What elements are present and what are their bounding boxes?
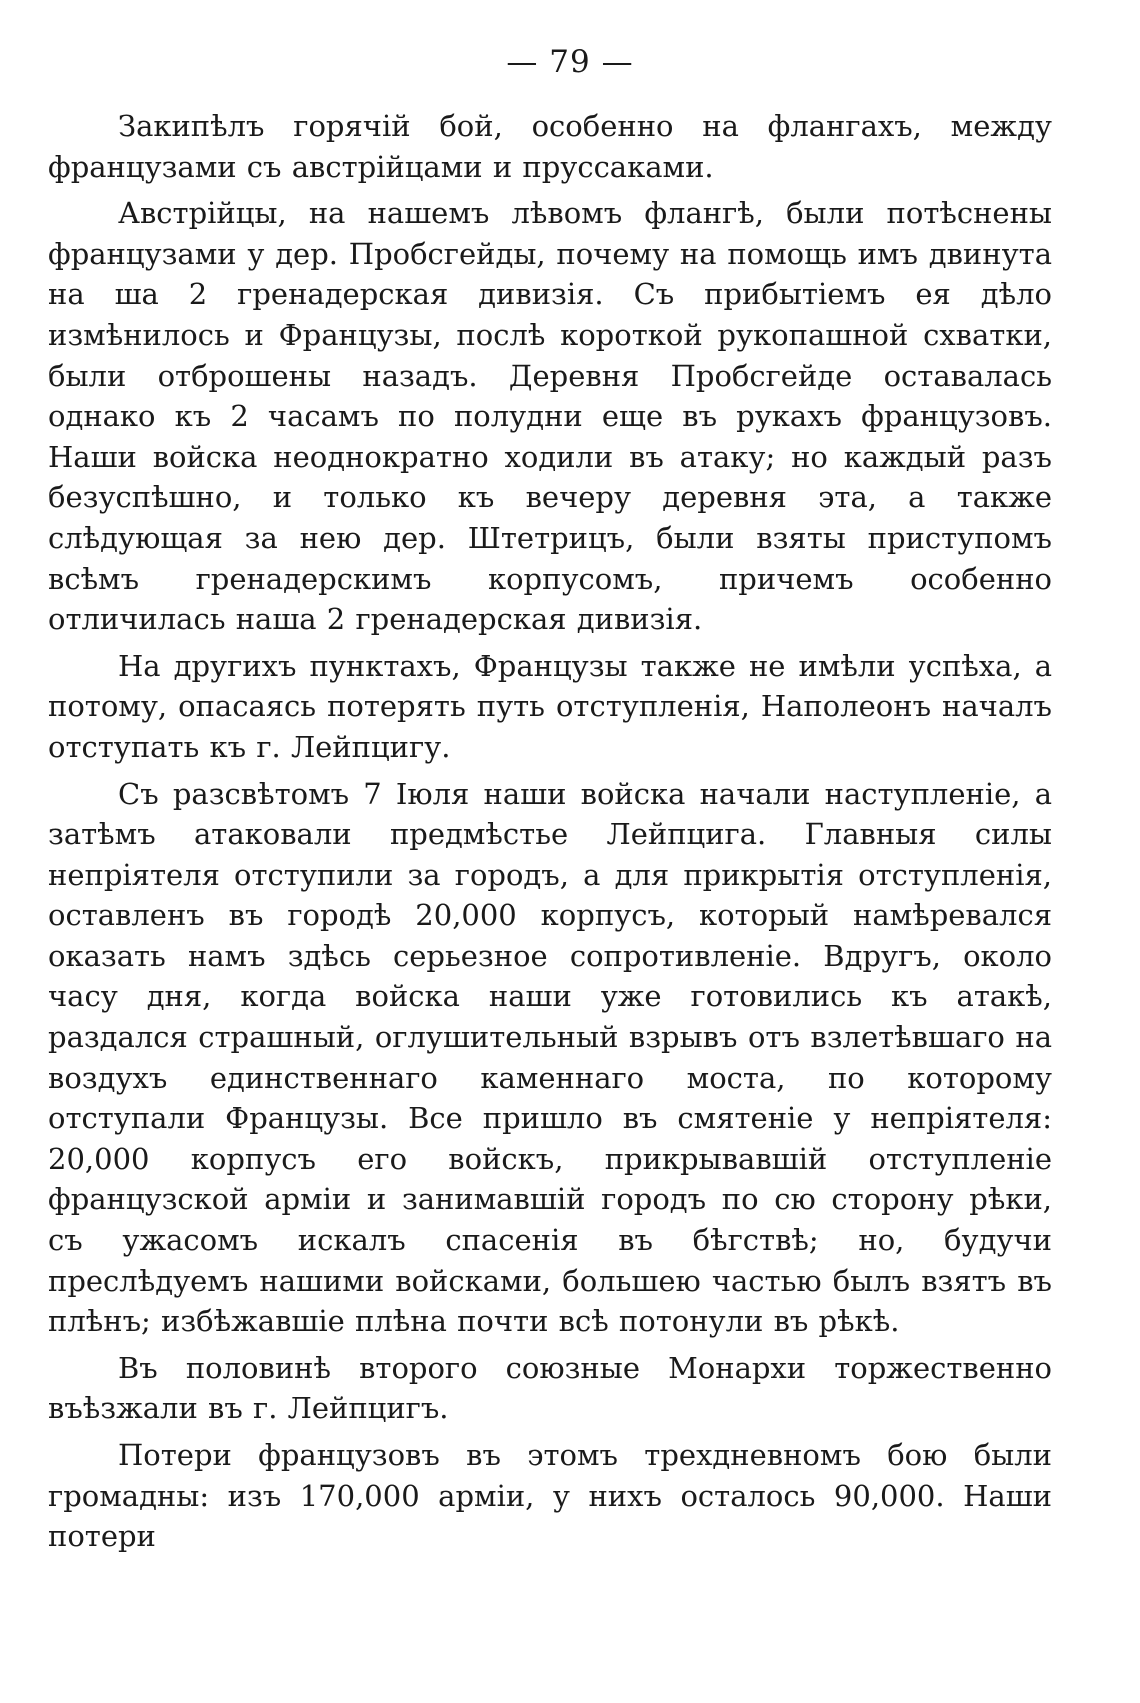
page-number: — 79 — xyxy=(506,44,634,80)
paragraph-3: На другихъ пунктахъ, Французы также не имѣли успѣха, а потому, опасаясь потерять путь отступленія, Наполеонъ началъ отступать къ г. Лейпцигу. xyxy=(48,648,1052,764)
paragraph-2: Австрійцы, на нашемъ лѣвомъ флангѣ, были потѣснены французами у дер. Пробсгейды, почему на помощь имъ двинута на ша 2 гренадерская дивизія. Съ прибытіемъ ея дѣло измѣнилось и Французы, послѣ короткой рукопашной схватки, были отброшены назадъ. Деревня Пробсгейде оставалась однако къ 2 часамъ по полудни еще въ рукахъ французовъ. Наши войска неоднократно ходили въ атаку; но каждый разъ безуспѣшно, и только къ вечеру деревня эта, а также слѣдующая за нею дер. Штетрицъ, были взяты приступомъ всѣмъ гренадерскимъ корпусомъ, причемъ особенно отличилась наша 2 гренадерская дивизія. xyxy=(48,196,1052,637)
paragraph-5: Въ половинѣ второго союзные Монархи торжественно въѣзжали въ г. Лейпцигъ. xyxy=(48,1350,1052,1426)
page-body xyxy=(48,106,1052,1563)
paragraph-4: Съ разсвѣтомъ 7 Іюля наши войска начали наступленіе, а затѣмъ атаковали предмѣстье Лейпцига. Главныя силы непріятеля отступили за городъ, а для прикрытія отступленія, оставленъ въ городѣ 20,000 корпусъ, который намѣревался оказать намъ здѣсь серьезное сопротивленіе. Вдругъ, около часу дня, когда войска наши уже готовились къ атакѣ, раздался страшный, оглушительный взрывъ отъ взлетѣвшаго на воздухъ единственнаго каменнаго моста, по которому отступали Французы. Все пришло въ смятеніе у непріятеля: 20,000 корпусъ его войскъ, прикрывавшій отступленіе французской арміи и занимавшій городъ по сю сторону рѣки, съ ужасомъ искалъ спасенія въ бѣгствѣ; но, будучи преслѣдуемъ нашими войсками, большею частью былъ взятъ въ плѣнъ; избѣжавшіе плѣна почти всѣ потонули въ рѣкѣ. xyxy=(48,776,1052,1339)
paragraph-6: Потери французовъ въ этомъ трехдневномъ бою были громадны: изъ 170,000 арміи, у нихъ осталось 90,000. Наши потери xyxy=(48,1438,1052,1554)
paragraph-1: Закипѣлъ горячій бой, особенно на флангахъ, между французами съ австрійцами и пруссаками. xyxy=(48,109,1052,184)
